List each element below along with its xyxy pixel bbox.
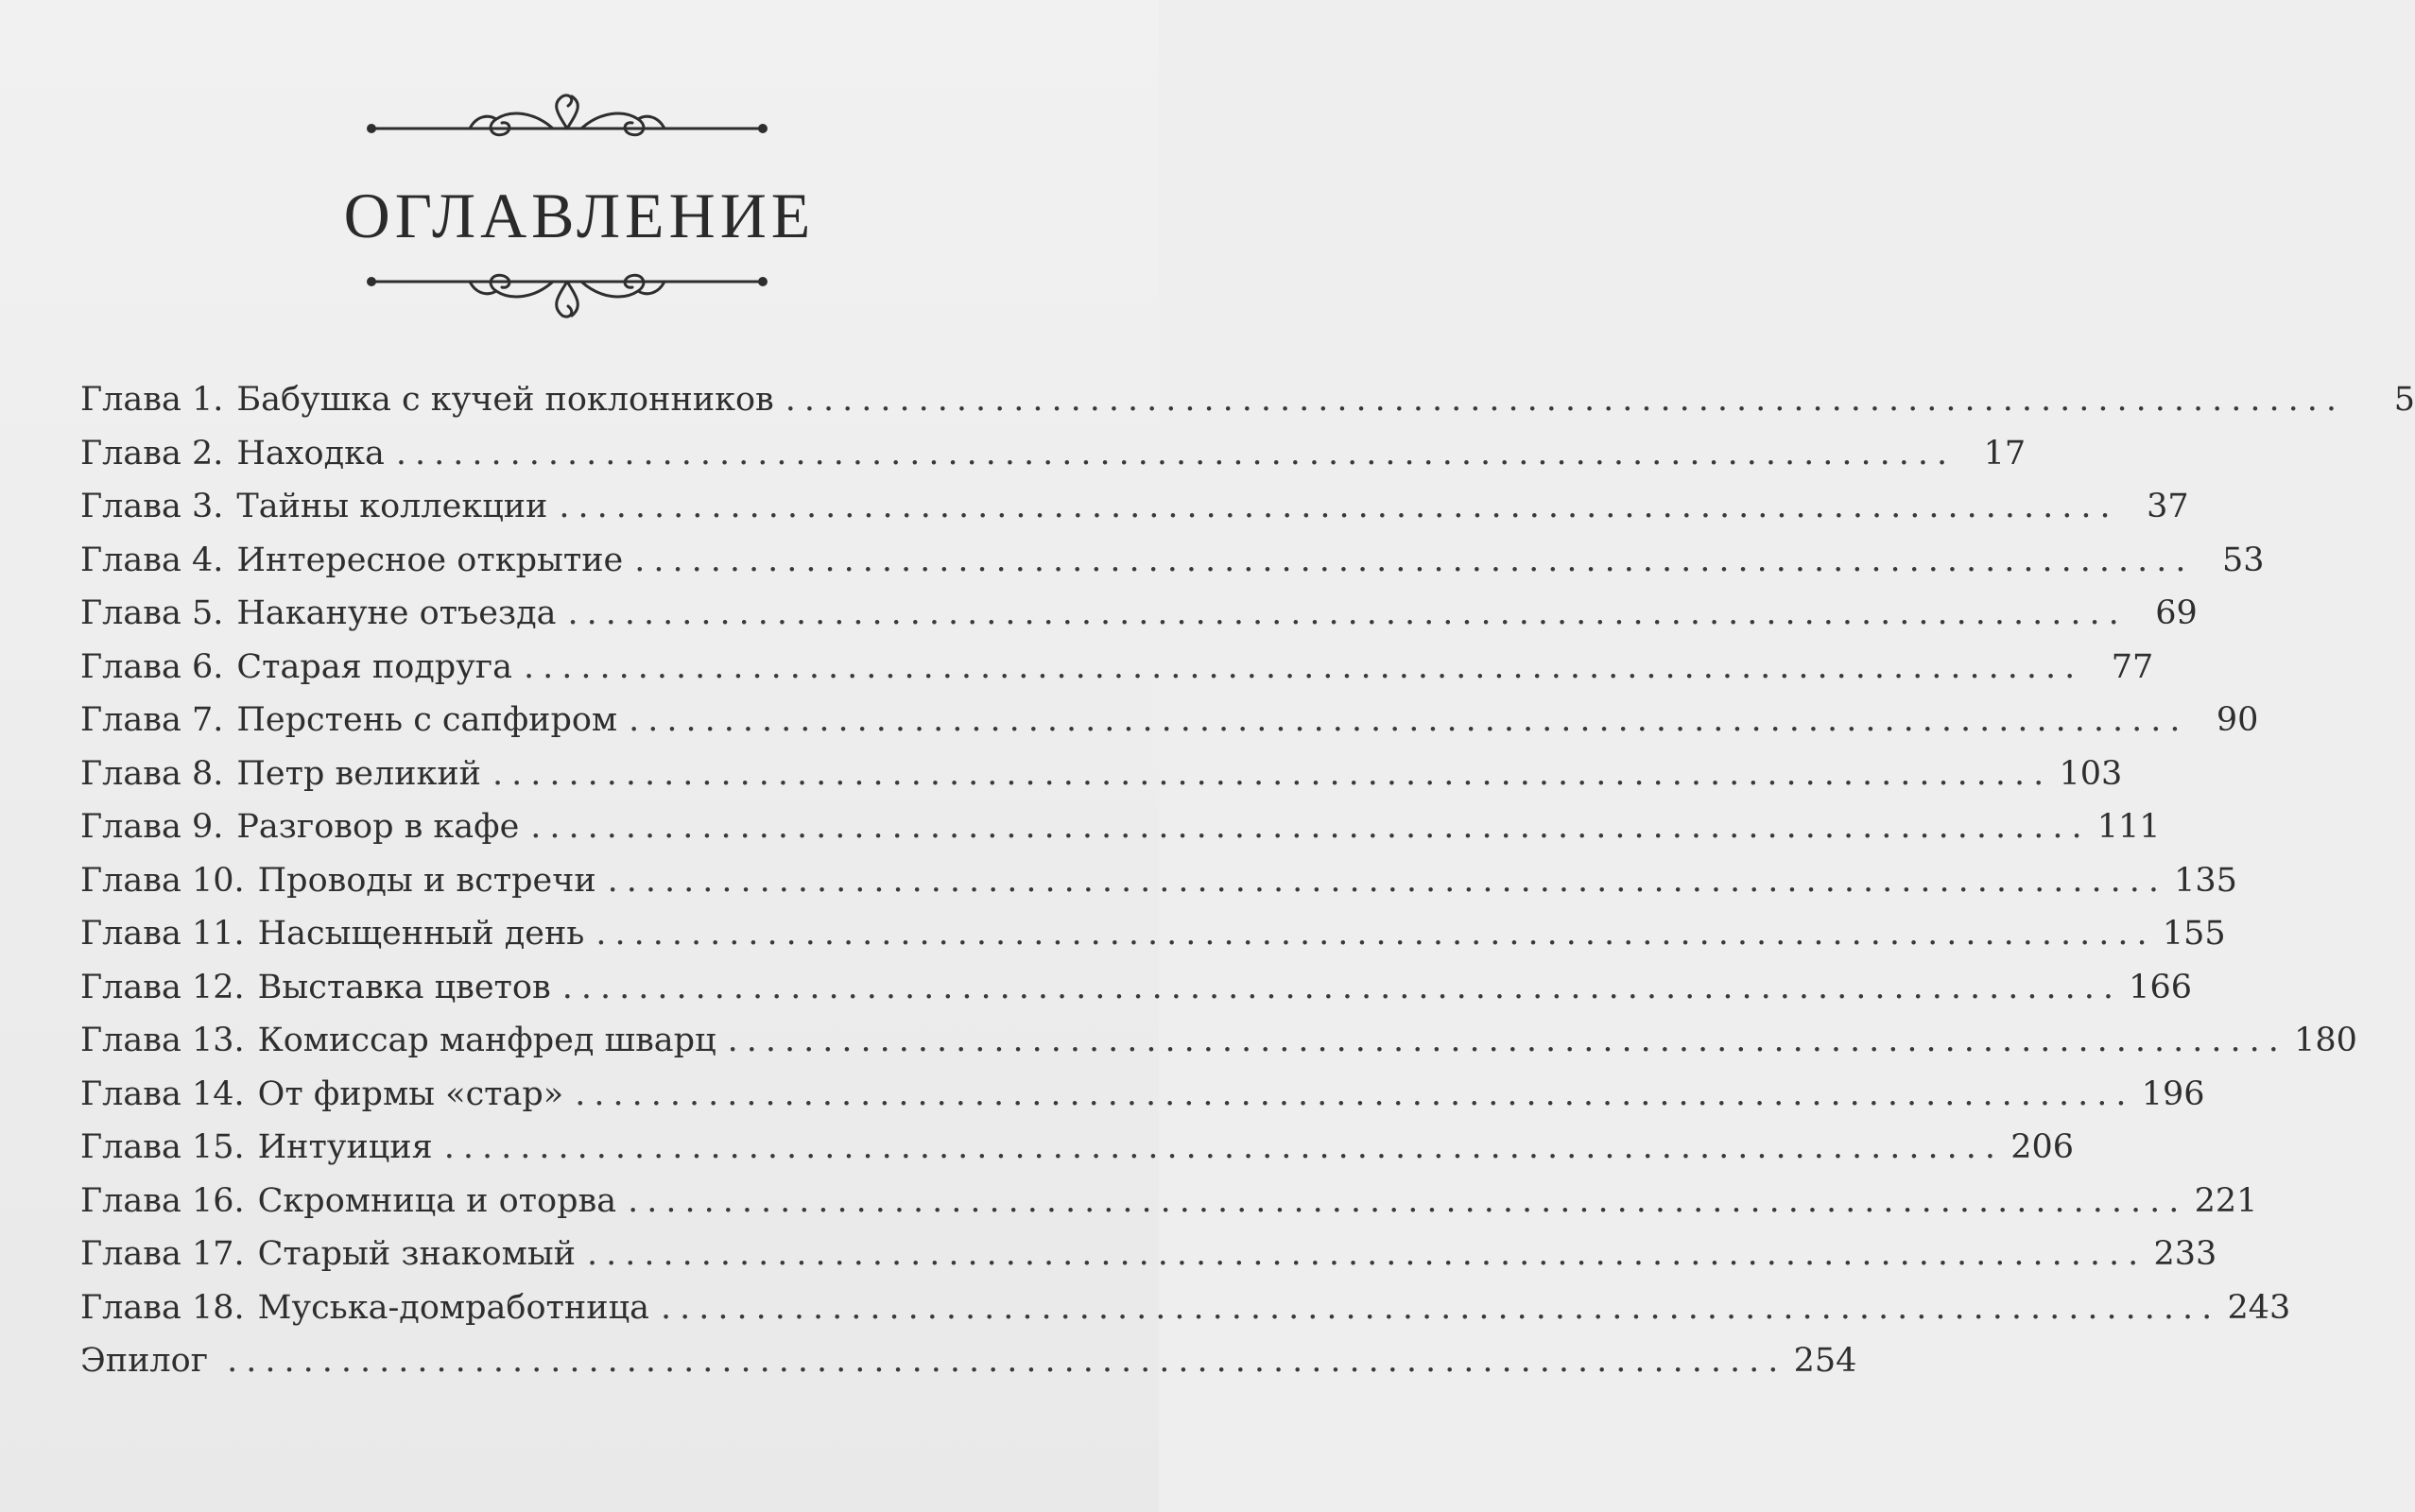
page-number: 103 bbox=[2059, 754, 2123, 793]
chapter-label: Глава 12. bbox=[80, 968, 245, 1006]
ornament-divider-bottom bbox=[364, 263, 770, 329]
toc-entry[interactable] bbox=[80, 907, 2226, 961]
dot-leader: .................................................................................. bbox=[524, 647, 2084, 686]
chapter-title: Интересное открытие bbox=[236, 541, 624, 579]
chapter-label: Глава 1. bbox=[80, 381, 224, 419]
chapter-title: От фирмы «стар» bbox=[257, 1074, 564, 1113]
dot-leader: .................................................................................. bbox=[443, 1128, 2004, 1166]
dot-leader: .................................................................................. bbox=[607, 861, 2167, 900]
dot-leader: .................................................................................. bbox=[785, 381, 2346, 419]
page-number: 155 bbox=[2162, 915, 2226, 953]
page-number: 53 bbox=[2221, 541, 2265, 579]
chapter-title: Петр великий bbox=[236, 754, 482, 793]
page-number: 5 bbox=[2393, 381, 2415, 419]
chapter-label: Глава 2. bbox=[80, 434, 224, 472]
chapter-title: Скромница и оторва bbox=[257, 1181, 617, 1220]
chapter-label: Глава 10. bbox=[80, 861, 245, 900]
dot-leader: .................................................................................. bbox=[559, 488, 2119, 525]
page-number: 166 bbox=[2129, 968, 2192, 1006]
chapter-label: Глава 18. bbox=[80, 1288, 245, 1327]
page-number: 69 bbox=[2155, 594, 2198, 632]
page-number: 243 bbox=[2227, 1288, 2291, 1327]
chapter-title: Муська-домработница bbox=[257, 1288, 649, 1327]
toc-entry-epilogue[interactable] bbox=[80, 1334, 1857, 1388]
dot-leader: .................................................................................. bbox=[587, 1235, 2148, 1273]
toc-entry[interactable] bbox=[80, 747, 2123, 801]
chapter-label: Глава 7. bbox=[80, 701, 224, 739]
page-number: 196 bbox=[2141, 1074, 2205, 1113]
chapter-title: Старая подруга bbox=[236, 647, 513, 686]
dot-leader: .................................................................................. bbox=[727, 1022, 2287, 1059]
chapter-label: Глава 15. bbox=[80, 1128, 245, 1166]
chapter-label: Глава 3. bbox=[80, 488, 224, 525]
dot-leader: .................................................................................. bbox=[634, 541, 2195, 579]
toc-entry[interactable] bbox=[80, 534, 2265, 588]
chapter-title: Перстень с сапфиром bbox=[236, 701, 618, 739]
page-number: 77 bbox=[2111, 647, 2154, 686]
flourish-ornament-icon bbox=[364, 263, 770, 329]
chapter-title: Старый знакомый bbox=[257, 1235, 577, 1273]
chapter-title: Насыщенный день bbox=[257, 915, 585, 953]
dot-leader: .................................................................................. bbox=[595, 915, 2156, 953]
page-number: 90 bbox=[2216, 701, 2259, 739]
page-number: 254 bbox=[1793, 1342, 1857, 1380]
toc-entry[interactable] bbox=[80, 694, 2259, 747]
ornament-divider-top bbox=[364, 85, 770, 151]
toc-entry[interactable] bbox=[80, 587, 2198, 641]
page-number: 111 bbox=[2096, 808, 2161, 846]
dot-leader: .................................................................................. bbox=[492, 754, 2053, 793]
chapter-title: Тайны коллекции bbox=[236, 488, 548, 525]
chapter-label: Глава 11. bbox=[80, 915, 245, 953]
flourish-ornament-icon bbox=[364, 85, 770, 151]
chapter-title: Интуиция bbox=[257, 1128, 433, 1166]
dot-leader: .................................................................................. bbox=[395, 434, 1957, 472]
dot-leader: .................................................................................. bbox=[575, 1074, 2135, 1113]
toc-entry[interactable] bbox=[80, 1121, 2074, 1175]
chapter-label: Глава 16. bbox=[80, 1181, 245, 1220]
page-number: 37 bbox=[2147, 488, 2189, 525]
chapter-label: Глава 9. bbox=[80, 808, 224, 846]
toc-entry[interactable] bbox=[80, 1281, 2291, 1335]
chapter-title: Бабушка с кучей поклонников bbox=[236, 381, 774, 419]
chapter-title: Комиссар манфред шварц bbox=[257, 1022, 716, 1059]
chapter-label: Глава 5. bbox=[80, 594, 224, 632]
toc-entry[interactable] bbox=[80, 1175, 2258, 1228]
page-number: 233 bbox=[2153, 1235, 2217, 1273]
dot-leader: .................................................................................. bbox=[629, 701, 2189, 739]
toc-entry[interactable] bbox=[80, 800, 2161, 854]
page-number: 206 bbox=[2010, 1128, 2074, 1166]
toc-entry[interactable] bbox=[80, 480, 2189, 534]
dot-leader: .................................................................................. bbox=[530, 808, 2091, 846]
chapter-label: Глава 8. bbox=[80, 754, 224, 793]
dot-leader: .................................................................................. bbox=[660, 1288, 2221, 1327]
table-of-contents bbox=[80, 373, 2415, 1388]
chapter-title: Разговор в кафе bbox=[236, 808, 520, 846]
chapter-label: Глава 6. bbox=[80, 647, 224, 686]
page-number: 17 bbox=[1983, 434, 2027, 472]
chapter-title: Накануне отъезда bbox=[236, 594, 557, 632]
epilogue-label: Эпилог bbox=[80, 1342, 209, 1380]
page-number: 180 bbox=[2294, 1022, 2357, 1059]
dot-leader: .................................................................................. bbox=[567, 594, 2128, 632]
toc-entry[interactable] bbox=[80, 373, 2415, 427]
toc-entry[interactable] bbox=[80, 961, 2192, 1015]
toc-entry[interactable] bbox=[80, 427, 2027, 481]
chapter-title: Проводы и встречи bbox=[257, 861, 596, 900]
toc-entry[interactable] bbox=[80, 1068, 2205, 1122]
toc-entry[interactable] bbox=[80, 1228, 2217, 1281]
dot-leader: .................................................................................. bbox=[561, 968, 2122, 1006]
chapter-label: Глава 17. bbox=[80, 1235, 245, 1273]
chapter-title: Находка bbox=[236, 434, 385, 472]
toc-entry[interactable] bbox=[80, 854, 2237, 908]
chapter-title: Выставка цветов bbox=[257, 968, 551, 1006]
dot-leader: .................................................................................. bbox=[227, 1342, 1787, 1380]
chapter-label: Глава 14. bbox=[80, 1074, 245, 1113]
page-title: ОГЛАВЛЕНИЕ bbox=[343, 180, 816, 251]
toc-entry[interactable] bbox=[80, 641, 2154, 695]
page-number: 135 bbox=[2174, 861, 2237, 900]
dot-leader: .................................................................................. bbox=[628, 1181, 2188, 1220]
chapter-label: Глава 13. bbox=[80, 1022, 245, 1059]
chapter-label: Глава 4. bbox=[80, 541, 224, 579]
page-number: 221 bbox=[2194, 1181, 2258, 1220]
toc-entry[interactable] bbox=[80, 1014, 2357, 1068]
